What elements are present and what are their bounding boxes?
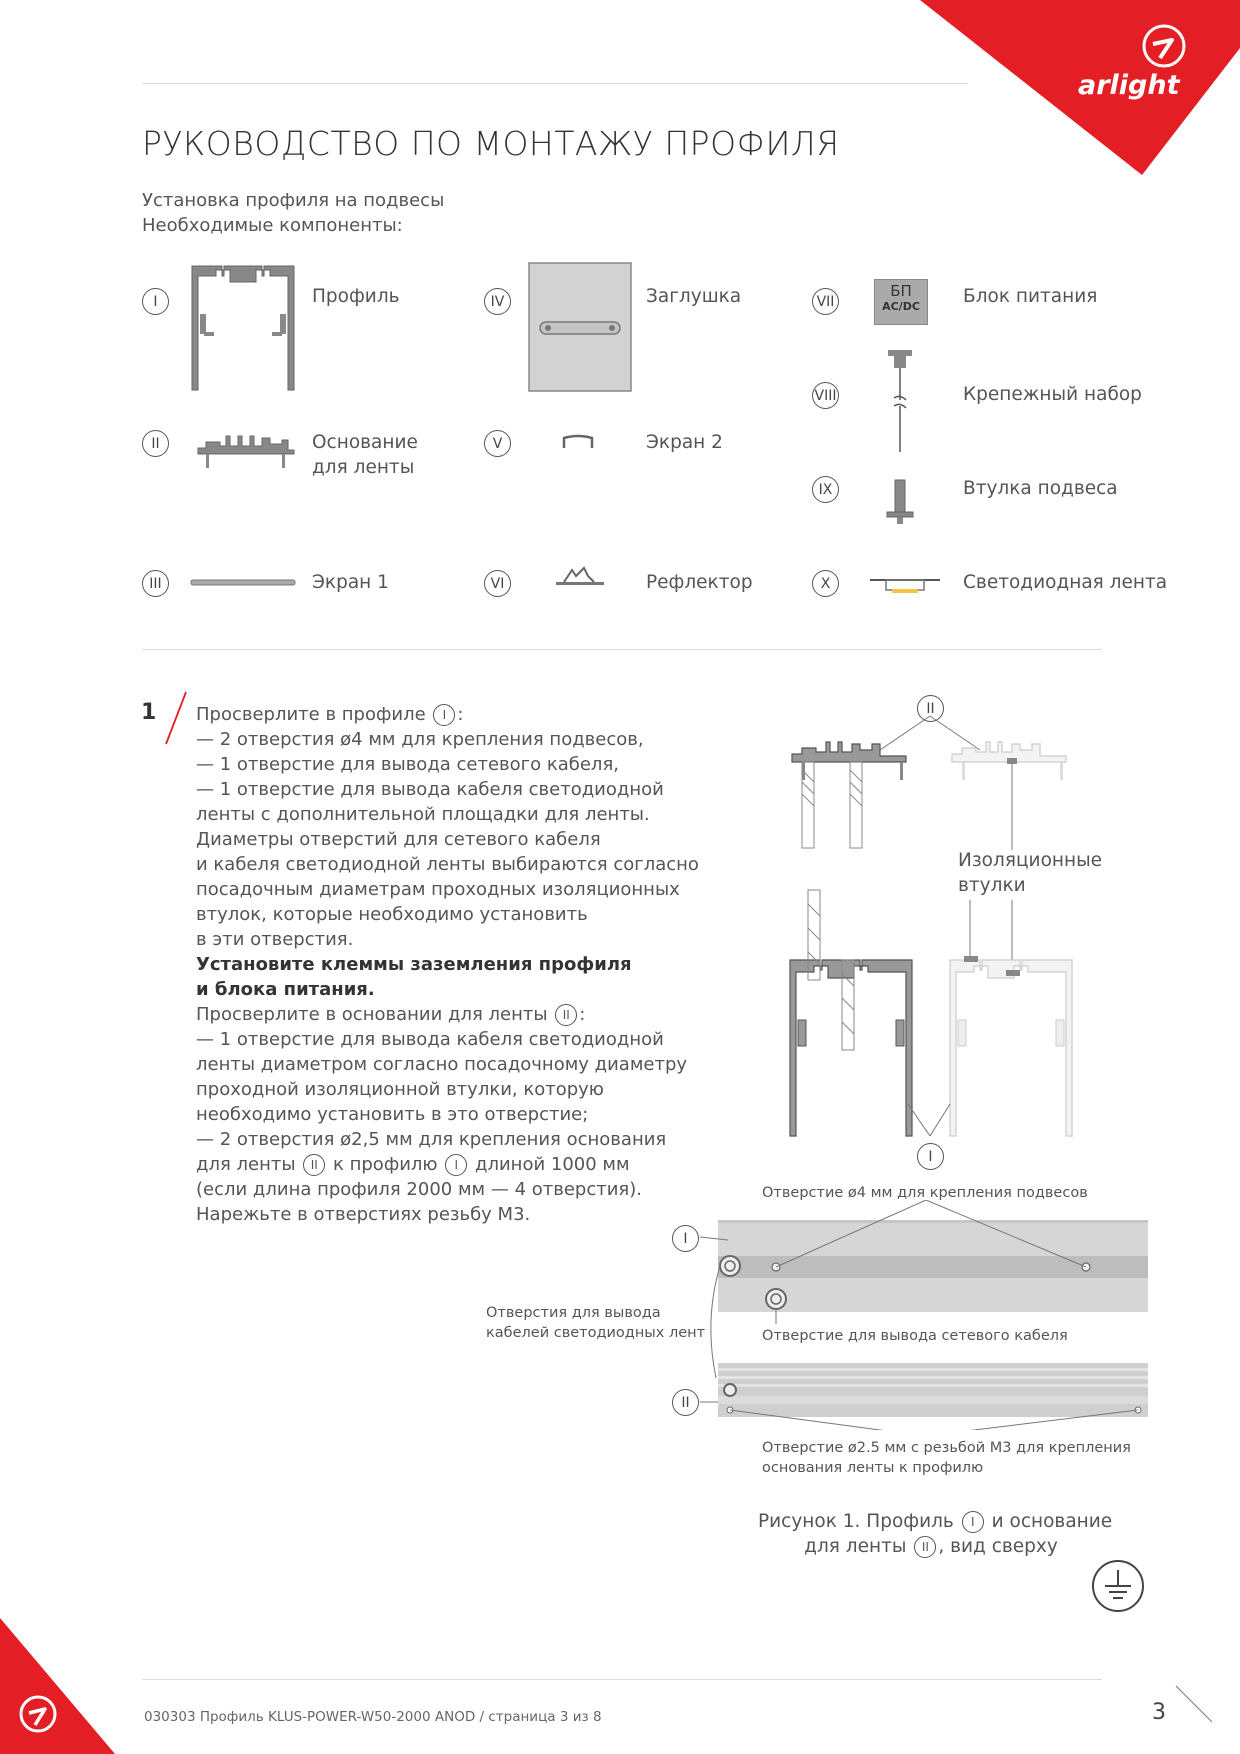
component-number-ii: II: [142, 430, 169, 457]
ref-profile: I: [433, 704, 455, 726]
intro-line-1: Установка профиля на подвесы: [142, 190, 445, 211]
component-label-base: [312, 430, 418, 480]
caption-ref-1: I: [962, 1511, 984, 1533]
step-line-6: Диаметры отверстий для сетевого кабеля: [196, 829, 601, 850]
intro: [142, 188, 444, 238]
component-number-viii: VIII: [812, 382, 839, 409]
figure-caption: [758, 1509, 1113, 1559]
insulation-line-1: Изоляционные: [958, 850, 1103, 871]
top-view-figure: [660, 1200, 1150, 1430]
component-label-reflector: Рефлектор: [646, 572, 753, 593]
cross-section-figure: [780, 690, 1103, 1160]
component-number-i: I: [142, 288, 169, 315]
component-number-vii: VII: [812, 288, 839, 315]
step-line-11a: Просверлите в основании для ленты: [196, 1004, 548, 1025]
suspension-bushing-icon: [884, 478, 916, 526]
component-number-iv: IV: [484, 288, 511, 315]
step-line-17c: длиной 1000 мм: [475, 1154, 630, 1175]
step-bold-1: Установите клеммы заземления профиля: [196, 954, 632, 975]
component-number-ix: IX: [812, 476, 839, 503]
step-number: 1: [141, 700, 157, 725]
hole-25-label: [762, 1438, 1131, 1478]
step-line-1a: Просверлите в профиле: [196, 704, 426, 725]
component-number-x: X: [812, 570, 839, 597]
component-number-vi: VI: [484, 570, 511, 597]
step-line-1: [196, 702, 696, 727]
figure-label-i: I: [917, 1143, 944, 1170]
topview-label-ii: II: [672, 1389, 699, 1416]
page-title: РУКОВОДСТВО ПО МОНТАЖУ ПРОФИЛЯ: [142, 124, 840, 163]
reflector-icon: [554, 566, 606, 590]
power-supply-icon-line2: AC/DC: [882, 300, 920, 313]
led-holes-line-2: кабелей светодиодных лент: [486, 1325, 706, 1341]
component-label-screen-2: Экран 2: [646, 432, 723, 453]
brand-logo-text: arlight: [1078, 70, 1180, 101]
top-rule: [142, 83, 968, 84]
step-line-7: и кабеля светодиодной ленты выбираются согласно: [196, 854, 699, 875]
component-label-suspension-bushing: Втулка подвеса: [963, 478, 1118, 499]
step-line-15: необходимо установить в это отверстие;: [196, 1104, 589, 1125]
ref-profile-2: I: [445, 1154, 467, 1176]
caption-line-2: [758, 1534, 1104, 1559]
caption-b: и основание: [991, 1511, 1113, 1532]
component-label-screen-1: Экран 1: [312, 572, 389, 593]
led-cable-holes-label: [486, 1303, 705, 1343]
insulation-bushings-label: [958, 848, 1102, 898]
step-line-16: — 2 отверстия ø2,5 мм для крепления основания: [196, 1129, 667, 1150]
component-label-profile: Профиль: [312, 286, 400, 307]
profile-icon: [188, 262, 298, 392]
end-cap-icon: [528, 262, 632, 392]
step-slash-icon: [162, 690, 190, 746]
page-number: 3: [1152, 1700, 1166, 1725]
step-line-11: [196, 1002, 696, 1027]
led-strip-icon: [868, 574, 942, 596]
step-text: [196, 702, 699, 1227]
ref-base: II: [555, 1004, 577, 1026]
step-line-8: посадочным диаметрам проходных изоляционных: [196, 879, 680, 900]
brand-corner-bottom: [0, 1610, 120, 1754]
hole-25-line-1: Отверстие ø2.5 мм с резьбой М3 для крепления: [762, 1440, 1131, 1456]
step-line-18: (если длина профиля 2000 мм — 4 отверстия).: [196, 1179, 643, 1200]
component-label-mounting-kit: Крепежный набор: [963, 384, 1142, 405]
caption-c: для ленты: [804, 1536, 907, 1557]
step-line-4: — 1 отверстие для вывода кабеля светодиодной: [196, 779, 664, 800]
screen-1-icon: [190, 578, 296, 588]
mounting-kit-icon: [880, 348, 920, 454]
caption-a: Рисунок 1. Профиль: [758, 1511, 954, 1532]
led-holes-line-1: Отверстия для вывода: [486, 1305, 661, 1321]
step-line-3: — 1 отверстие для вывода сетевого кабеля,: [196, 754, 619, 775]
step-line-13: ленты диаметром согласно посадочному диаметру: [196, 1054, 688, 1075]
step-line-19: Нарежьте в отверстиях резьбу М3.: [196, 1204, 531, 1225]
component-label-base-1: Основание: [312, 432, 418, 453]
component-label-end-cap: Заглушка: [646, 286, 742, 307]
hole-25-line-2: основания ленты к профилю: [762, 1460, 984, 1476]
step-line-11b: :: [579, 1004, 586, 1025]
footer-rule: [142, 1679, 1102, 1680]
step-line-5: ленты с дополнительной площадки для ленты.: [196, 804, 650, 825]
intro-line-2: Необходимые компоненты:: [142, 215, 403, 236]
mid-rule: [142, 649, 1102, 650]
step-line-9: втулок, которые необходимо установить: [196, 904, 588, 925]
step-line-14: проходной изоляционной втулки, которую: [196, 1079, 604, 1100]
component-label-power-supply: Блок питания: [963, 286, 1098, 307]
ref-base-2: II: [303, 1154, 325, 1176]
step-line-12: — 1 отверстие для вывода кабеля светодиодной: [196, 1029, 664, 1050]
component-label-base-2: для ленты: [312, 457, 415, 478]
step-line-2: — 2 отверстия ø4 мм для крепления подвесов,: [196, 729, 644, 750]
figure-label-ii: II: [917, 695, 944, 722]
caption-d: , вид сверху: [938, 1536, 1058, 1557]
topview-label-i: I: [672, 1225, 699, 1252]
component-number-v: V: [484, 430, 511, 457]
step-line-10: в эти отверстия.: [196, 929, 354, 950]
step-line-17: [196, 1152, 696, 1177]
mains-hole-label: Отверстие для вывода сетевого кабеля: [762, 1328, 1068, 1344]
insulation-line-2: втулки: [958, 875, 1026, 896]
page-corner-slash-icon: [1174, 1684, 1214, 1724]
component-label-led-strip: Светодиодная лента: [963, 572, 1168, 593]
step-line-17a: для ленты: [196, 1154, 296, 1175]
step-line-1b: :: [457, 704, 464, 725]
step-line-17b: к профилю: [333, 1154, 438, 1175]
caption-ref-2: II: [914, 1536, 936, 1558]
screen-2-icon: [562, 434, 594, 450]
hole-4mm-label: Отверстие ø4 мм для крепления подвесов: [762, 1185, 1088, 1201]
footer-text: 030303 Профиль KLUS-POWER-W50-2000 ANOD / страница 3 из 8: [144, 1709, 602, 1725]
step-bold-2: и блока питания.: [196, 979, 375, 1000]
power-supply-icon-line1: БП: [890, 282, 912, 300]
component-number-iii: III: [142, 570, 169, 597]
ground-icon: [1090, 1558, 1146, 1614]
caption-line-1: [758, 1509, 1113, 1534]
led-base-icon: [196, 428, 296, 470]
power-supply-icon: [874, 279, 928, 325]
